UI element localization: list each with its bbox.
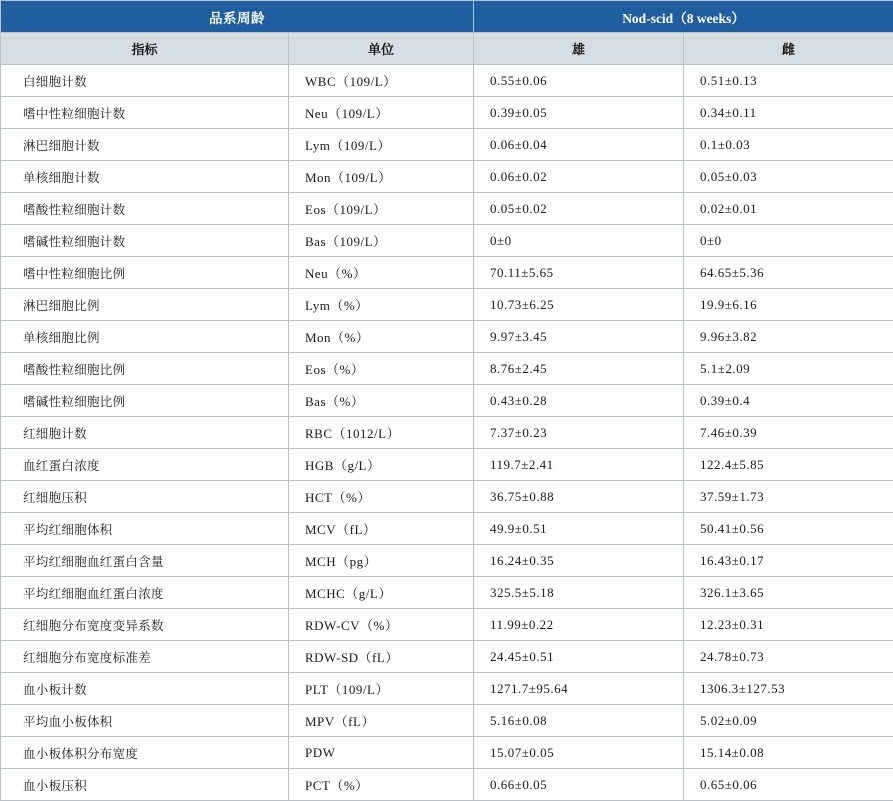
cell-unit: PLT（109/L）	[289, 673, 474, 705]
table-row	[1, 161, 893, 193]
cell-male-value: 8.76±2.45	[474, 353, 684, 385]
cell-female-value: 5.1±2.09	[684, 353, 893, 385]
cell-index: 红细胞计数	[1, 417, 289, 449]
banner-strain-age-label: 品系周龄	[1, 1, 474, 33]
cell-index: 淋巴细胞计数	[1, 129, 289, 161]
cell-female-value: 9.96±3.82	[684, 321, 893, 353]
cell-index: 嗜碱性粒细胞比例	[1, 385, 289, 417]
cell-index: 单核细胞比例	[1, 321, 289, 353]
cell-male-value: 49.9±0.51	[474, 513, 684, 545]
cell-female-value: 0.1±0.03	[684, 129, 893, 161]
table-row	[1, 449, 893, 481]
cell-female-value: 0.39±0.4	[684, 385, 893, 417]
cell-female-value: 19.9±6.16	[684, 289, 893, 321]
cell-unit: Mon（109/L）	[289, 161, 474, 193]
cell-index: 平均红细胞血红蛋白浓度	[1, 577, 289, 609]
column-header-male: 雄	[474, 33, 684, 65]
cell-male-value: 119.7±2.41	[474, 449, 684, 481]
cell-female-value: 0.34±0.11	[684, 97, 893, 129]
cell-index: 平均红细胞体积	[1, 513, 289, 545]
table-row	[1, 705, 893, 737]
cell-male-value: 325.5±5.18	[474, 577, 684, 609]
table-row	[1, 129, 893, 161]
cell-male-value: 0.05±0.02	[474, 193, 684, 225]
cell-male-value: 16.24±0.35	[474, 545, 684, 577]
cell-unit: RDW-SD（fL）	[289, 641, 474, 673]
cell-unit: MCV（fL）	[289, 513, 474, 545]
cell-male-value: 10.73±6.25	[474, 289, 684, 321]
cell-unit: WBC（109/L）	[289, 65, 474, 97]
cell-female-value: 122.4±5.85	[684, 449, 893, 481]
cell-index: 平均红细胞血红蛋白含量	[1, 545, 289, 577]
cell-index: 嗜碱性粒细胞计数	[1, 225, 289, 257]
table-row	[1, 481, 893, 513]
table-row	[1, 65, 893, 97]
cell-unit: Neu（%）	[289, 257, 474, 289]
table-row	[1, 417, 893, 449]
cell-male-value: 24.45±0.51	[474, 641, 684, 673]
cell-male-value: 36.75±0.88	[474, 481, 684, 513]
cell-index: 血小板压积	[1, 769, 289, 801]
table-row	[1, 673, 893, 705]
cell-female-value: 0±0	[684, 225, 893, 257]
table-row	[1, 97, 893, 129]
cell-index: 嗜酸性粒细胞比例	[1, 353, 289, 385]
cell-female-value: 64.65±5.36	[684, 257, 893, 289]
cell-index: 白细胞计数	[1, 65, 289, 97]
table-row	[1, 513, 893, 545]
table-banner-row	[1, 1, 893, 33]
cell-unit: MCHC（g/L）	[289, 577, 474, 609]
banner-group-label: Nod-scid（8 weeks）	[474, 1, 893, 33]
cell-male-value: 5.16±0.08	[474, 705, 684, 737]
column-header-index: 指标	[1, 33, 289, 65]
table-subheader-row	[1, 33, 893, 65]
cell-female-value: 7.46±0.39	[684, 417, 893, 449]
table-header	[1, 1, 893, 65]
table-body	[1, 65, 893, 801]
table-row	[1, 769, 893, 801]
cell-female-value: 15.14±0.08	[684, 737, 893, 769]
table-row	[1, 193, 893, 225]
table-row	[1, 321, 893, 353]
cell-index: 嗜酸性粒细胞计数	[1, 193, 289, 225]
cell-male-value: 0.43±0.28	[474, 385, 684, 417]
cell-male-value: 7.37±0.23	[474, 417, 684, 449]
cell-unit: HGB（g/L）	[289, 449, 474, 481]
cell-male-value: 0.55±0.06	[474, 65, 684, 97]
cell-female-value: 0.51±0.13	[684, 65, 893, 97]
cell-index: 血小板计数	[1, 673, 289, 705]
table-row	[1, 609, 893, 641]
cell-unit: Neu（109/L）	[289, 97, 474, 129]
table-row	[1, 225, 893, 257]
cell-unit: Bas（%）	[289, 385, 474, 417]
cell-female-value: 0.02±0.01	[684, 193, 893, 225]
cell-male-value: 0.06±0.02	[474, 161, 684, 193]
cell-unit: RBC（1012/L）	[289, 417, 474, 449]
cell-female-value: 37.59±1.73	[684, 481, 893, 513]
cell-male-value: 70.11±5.65	[474, 257, 684, 289]
cell-unit: Eos（%）	[289, 353, 474, 385]
cell-unit: Bas（109/L）	[289, 225, 474, 257]
table-row	[1, 641, 893, 673]
cell-male-value: 0±0	[474, 225, 684, 257]
cell-female-value: 326.1±3.65	[684, 577, 893, 609]
cell-unit: PCT（%）	[289, 769, 474, 801]
cell-unit: Eos（109/L）	[289, 193, 474, 225]
table-row	[1, 289, 893, 321]
cell-female-value: 5.02±0.09	[684, 705, 893, 737]
cell-index: 淋巴细胞比例	[1, 289, 289, 321]
cell-index: 血小板体积分布宽度	[1, 737, 289, 769]
table-row	[1, 353, 893, 385]
table-row	[1, 577, 893, 609]
cell-index: 嗜中性粒细胞计数	[1, 97, 289, 129]
cell-female-value: 0.05±0.03	[684, 161, 893, 193]
cell-index: 单核细胞计数	[1, 161, 289, 193]
cell-female-value: 12.23±0.31	[684, 609, 893, 641]
cell-female-value: 1306.3±127.53	[684, 673, 893, 705]
cell-unit: RDW-CV（%）	[289, 609, 474, 641]
cell-unit: MPV（fL）	[289, 705, 474, 737]
cell-unit: Lym（%）	[289, 289, 474, 321]
table-row	[1, 737, 893, 769]
table-row	[1, 257, 893, 289]
cell-unit: Lym（109/L）	[289, 129, 474, 161]
cell-unit: PDW	[289, 737, 474, 769]
cell-female-value: 16.43±0.17	[684, 545, 893, 577]
cell-unit: MCH（pg）	[289, 545, 474, 577]
cell-male-value: 11.99±0.22	[474, 609, 684, 641]
cell-male-value: 15.07±0.05	[474, 737, 684, 769]
table-row	[1, 385, 893, 417]
cell-female-value: 24.78±0.73	[684, 641, 893, 673]
cell-male-value: 9.97±3.45	[474, 321, 684, 353]
cell-index: 平均血小板体积	[1, 705, 289, 737]
cell-female-value: 50.41±0.56	[684, 513, 893, 545]
cell-male-value: 0.66±0.05	[474, 769, 684, 801]
cell-index: 红细胞分布宽度标准差	[1, 641, 289, 673]
column-header-female: 雌	[684, 33, 893, 65]
cell-index: 红细胞压积	[1, 481, 289, 513]
cell-male-value: 1271.7±95.64	[474, 673, 684, 705]
cell-index: 血红蛋白浓度	[1, 449, 289, 481]
cell-index: 红细胞分布宽度变异系数	[1, 609, 289, 641]
cell-male-value: 0.39±0.05	[474, 97, 684, 129]
cell-female-value: 0.65±0.06	[684, 769, 893, 801]
cell-unit: Mon（%）	[289, 321, 474, 353]
column-header-unit: 单位	[289, 33, 474, 65]
cell-index: 嗜中性粒细胞比例	[1, 257, 289, 289]
cell-unit: HCT（%）	[289, 481, 474, 513]
cell-male-value: 0.06±0.04	[474, 129, 684, 161]
table-row	[1, 545, 893, 577]
